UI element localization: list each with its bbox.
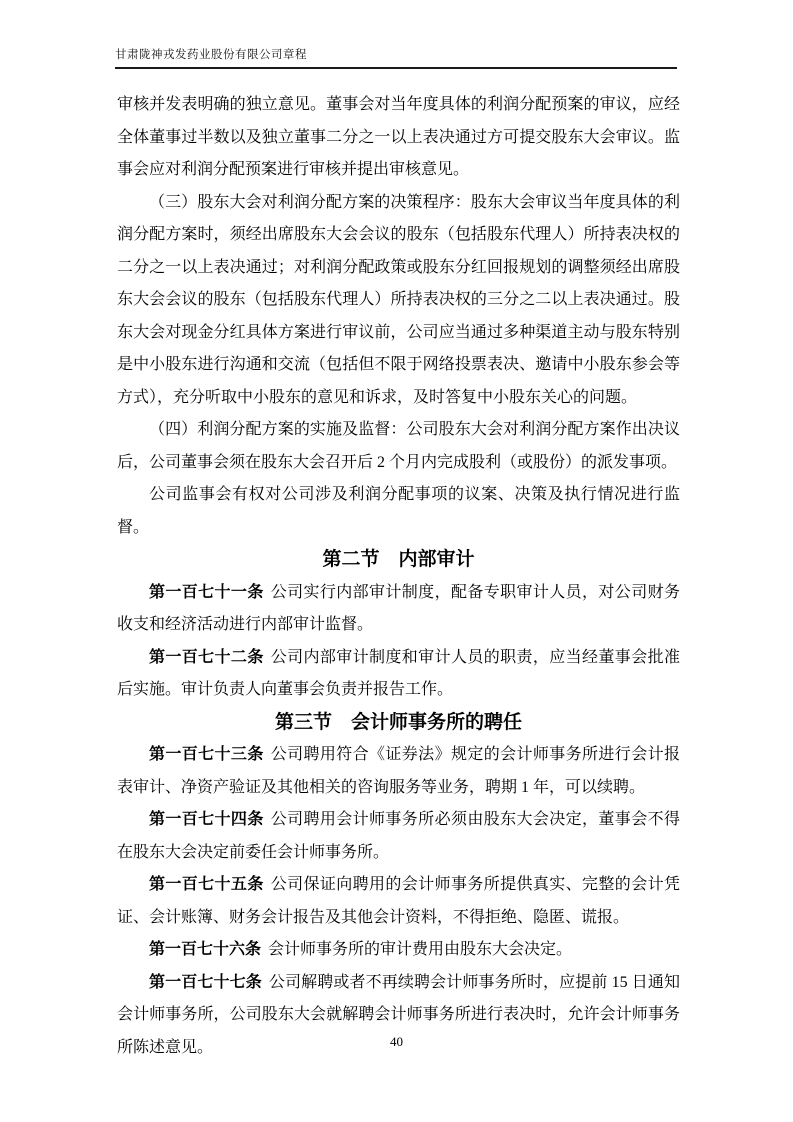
article-number: 第一百七十五条: [149, 876, 264, 893]
article-paragraph: [117, 739, 680, 804]
article-paragraph: [117, 577, 680, 642]
body-paragraph: （三）股东大会对利润分配方案的决策程序：股东大会审议当年度具体的利润分配方案时，须经出席股东大会会议的股东（包括股东代理人）所持表决权的二分之一以上表决通过；对利润分配政策或股东分红回报规划的调整须经出席股东大会会议的股东（包括股东代理人）所持表决权的三分之二以上表决通过。股东大会对现金分红具体方案进行审议前，公司应当通过多种渠道主动与股东特别是中小股东进行沟通和交流（包括但不限于网络投票表决、邀请中小股东参会等方式），充分听取中小股东的意见和诉求，及时答复中小股东关心的问题。: [117, 193, 680, 406]
article-number: 第一百七十七条: [149, 973, 262, 991]
article-text: 公司内部审计制度和审计人员的职责，应当经董事会批准后实施。审计负责人向董事会负责并报告工作。: [117, 648, 680, 698]
article-text: 公司聘用符合《证券法》规定的会计师事务所进行会计报表审计、净资产验证及其他相关的咨询服务等业务，聘期 1 年，可以续聘。: [117, 746, 680, 796]
article-text: 会计师事务所的审计费用由股东大会决定。: [268, 941, 573, 958]
article-text: 公司聘用会计师事务所必须由股东大会决定，董事会不得在股东大会决定前委任会计师事务所。: [117, 811, 680, 861]
header-title: 甘肃陇神戎发药业股份有限公司章程: [115, 49, 307, 61]
section-heading: 第二节 内部审计: [322, 549, 475, 570]
article-number: 第一百七十一条: [149, 583, 264, 601]
page-footer: [0, 1034, 793, 1050]
article-number: 第一百七十二条: [149, 648, 264, 666]
article-text: 公司实行内部审计制度，配备专职审计人员，对公司财务收支和经济活动进行内部审计监督。: [117, 583, 680, 633]
page-header: [115, 46, 677, 69]
document-body: [117, 89, 680, 1064]
article-text: 公司保证向聘用的会计师事务所提供真实、完整的会计凭证、会计账簿、财务会计报告及其他会计资料，不得拒绝、隐匿、谎报。: [117, 876, 680, 926]
article-paragraph: [117, 804, 680, 869]
article-paragraph: [117, 642, 680, 707]
article-number: 第一百七十四条: [149, 811, 264, 828]
article-paragraph: [117, 934, 680, 967]
page-number: 40: [390, 1034, 403, 1049]
body-paragraph: （四）利润分配方案的实施及监督：公司股东大会对利润分配方案作出决议后，公司董事会须在股东大会召开后 2 个月内完成股利（或股份）的派发事项。: [117, 421, 680, 471]
article-number: 第一百七十六条: [149, 941, 262, 958]
article-number: 第一百七十三条: [149, 746, 264, 763]
body-paragraph: 审核并发表明确的独立意见。董事会对当年度具体的利润分配预案的审议，应经全体董事过半数以及独立董事二分之一以上表决通过方可提交股东大会审议。监事会应对利润分配预案进行审核并提出审核意见。: [117, 96, 680, 178]
section-heading: 第三节 会计师事务所的聘任: [274, 711, 522, 733]
body-paragraph: 公司监事会有权对公司涉及利润分配事项的议案、决策及执行情况进行监督。: [117, 486, 680, 536]
article-text: 公司解聘或者不再续聘会计师事务所时，应提前 15 日通知会计师事务所，公司股东大会就解聘会计师事务所进行表决时，允许会计师事务所陈述意见。: [117, 973, 680, 1056]
article-paragraph: [117, 869, 680, 934]
